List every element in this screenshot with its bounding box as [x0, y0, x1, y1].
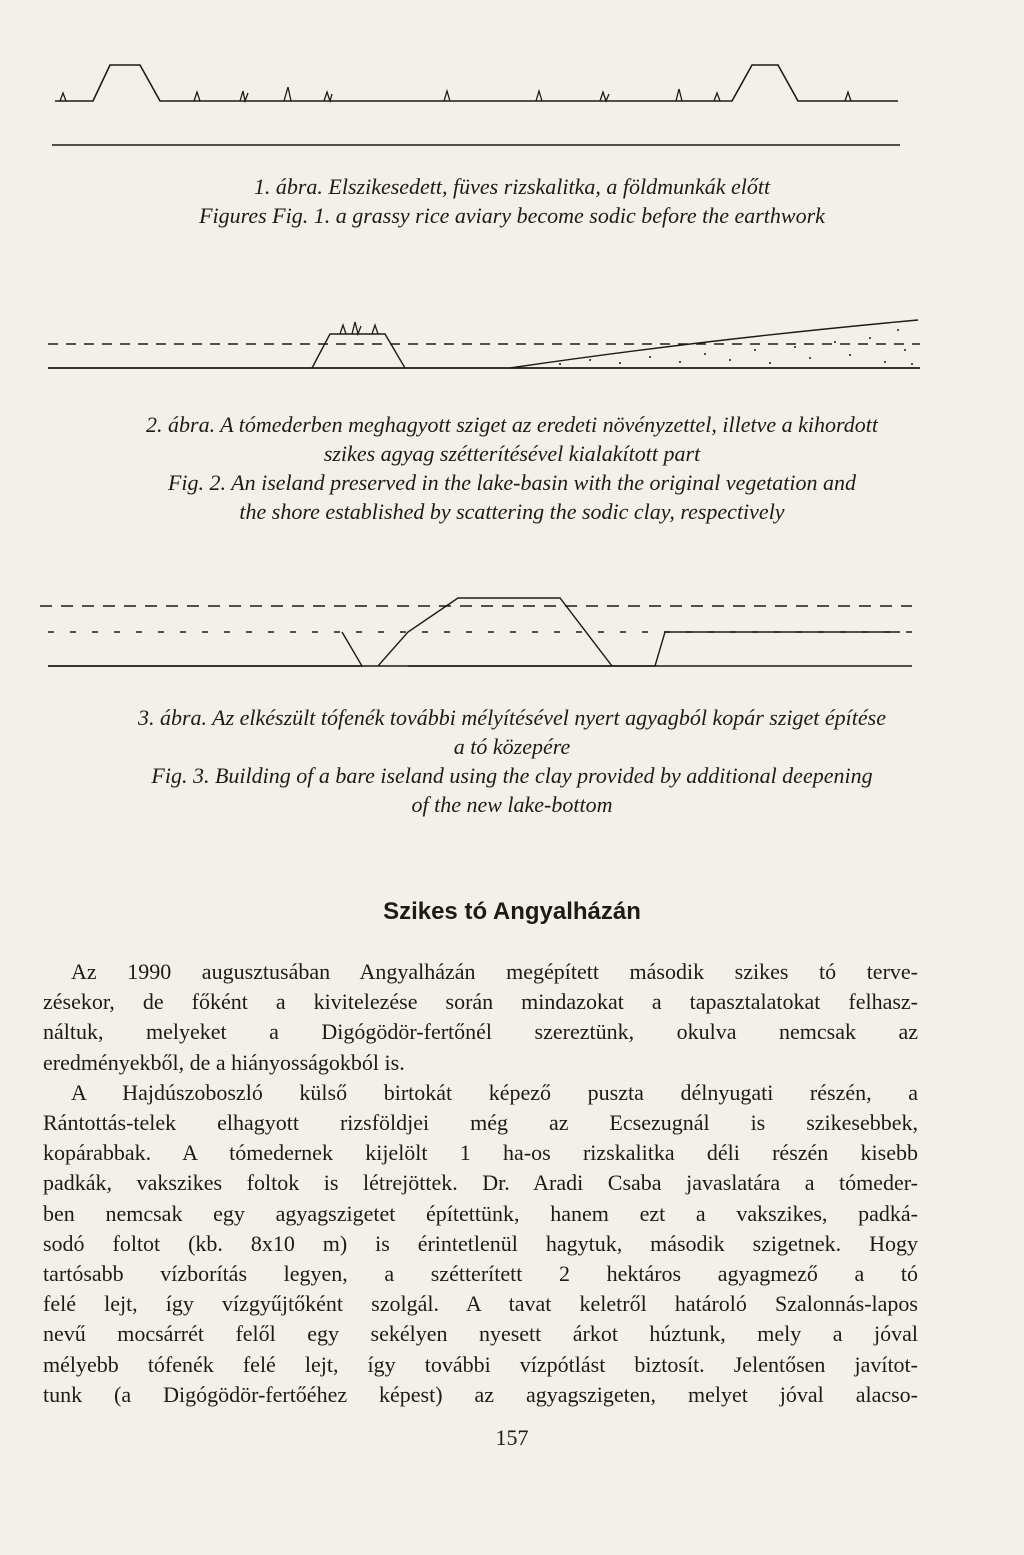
island-vegetation	[340, 322, 378, 334]
caption-hu-line: a tó közepére	[453, 734, 571, 759]
caption-en-line: Fig. 3. Building of a bare iseland using the clay provided by additional deepening	[151, 763, 873, 788]
text-line: kopárabbak. A tómedernek kijelölt 1 ha-os rizskalitka déli részén kisebb	[43, 1140, 918, 1166]
text-line: padkák, vakszikes foltok is létrejöttek. Dr. Aradi Csaba javaslatára a tómeder-	[43, 1170, 918, 1196]
text-line: náltuk, melyeket a Digógödör-fertőnél szereztünk, okulva nemcsak az	[43, 1019, 918, 1045]
text-line: eredményekből, de a hiányosságokból is.	[43, 1049, 405, 1075]
caption-en-line: Figures Fig. 1. a grassy rice aviary become sodic before the earthwork	[199, 203, 825, 228]
caption-en-line: Fig. 2. An iseland preserved in the lake-basin with the original vegetation and	[167, 470, 856, 495]
body-text	[43, 957, 918, 1410]
figure-2	[0, 300, 1024, 380]
text-line: Rántottás-telek elhagyott rizsföldjei még az Ecsezugnál is szikesebbek,	[43, 1110, 918, 1136]
caption-hu-line: 1. ábra. Elszikesedett, füves rizskalitka, a földmunkák előtt	[253, 174, 771, 199]
caption-en-line: the shore established by scattering the sodic clay, respectively	[239, 499, 785, 524]
figure-3	[0, 580, 1024, 680]
figure-3-caption	[0, 703, 1024, 819]
section-heading: Szikes tó Angyalházán	[383, 898, 641, 925]
figure-1-caption	[0, 172, 1024, 230]
text-line: tunk (a Digógödör-fertőéhez képest) az agyagszigeten, melyet jóval alacso-	[43, 1381, 918, 1407]
clay-stipple	[559, 329, 913, 365]
text-line: nevű mocsárrét felől egy sekélyen nyesett árkot húztunk, mely a jóval	[43, 1321, 918, 1347]
lake-bottom-profile	[48, 632, 362, 666]
text-line: tartósabb vízborítás legyen, a szétterített 2 hektáros agyagmező a tó	[43, 1261, 918, 1287]
text-line: mélyebb tófenék felé lejt, így további vízpótlást biztosít. Jelentősen javítot-	[43, 1351, 918, 1377]
text-line: ben nemcsak egy agyagszigetet építettünk, hanem ezt a vakszikes, padká-	[43, 1200, 918, 1226]
dike-left	[55, 65, 898, 101]
text-line: felé lejt, így vízgyűjtőként szolgál. A tavat keletről határoló Szalonnás-lapos	[43, 1291, 918, 1317]
caption-hu-line: 2. ábra. A tómederben meghagyott sziget az eredeti növényzettel, illetve a kihordott	[146, 412, 878, 437]
caption-en-line: of the new lake-bottom	[411, 792, 613, 817]
island-profile	[312, 334, 405, 368]
text-line: A Hajdúszoboszló külső birtokát képező puszta délnyugati részén, a	[71, 1079, 918, 1105]
page-number: 157	[495, 1425, 529, 1450]
text-line: sodó foltot (kb. 8x10 m) is érintetlenül hagytuk, második szigetnek. Hogy	[43, 1230, 918, 1256]
text-line: Az 1990 augusztusában Angyalházán megépített második szikes tó terve-	[71, 959, 918, 984]
figure-1	[0, 55, 1024, 155]
figure-1-diagram	[0, 55, 1024, 155]
caption-hu-line: 3. ábra. Az elkészült tófenék további mélyítésével nyert agyagból kopár sziget építése	[137, 705, 886, 730]
figure-3-diagram	[0, 580, 1024, 680]
text-line: zésekor, de főként a kivitelezése során mindazokat a tapasztalatokat felhasz-	[43, 989, 918, 1015]
figure-2-diagram	[0, 300, 1024, 380]
caption-hu-line: szikes agyag szétterítésével kialakított part	[323, 441, 701, 466]
figure-2-caption	[0, 410, 1024, 526]
island-profile	[378, 598, 900, 666]
